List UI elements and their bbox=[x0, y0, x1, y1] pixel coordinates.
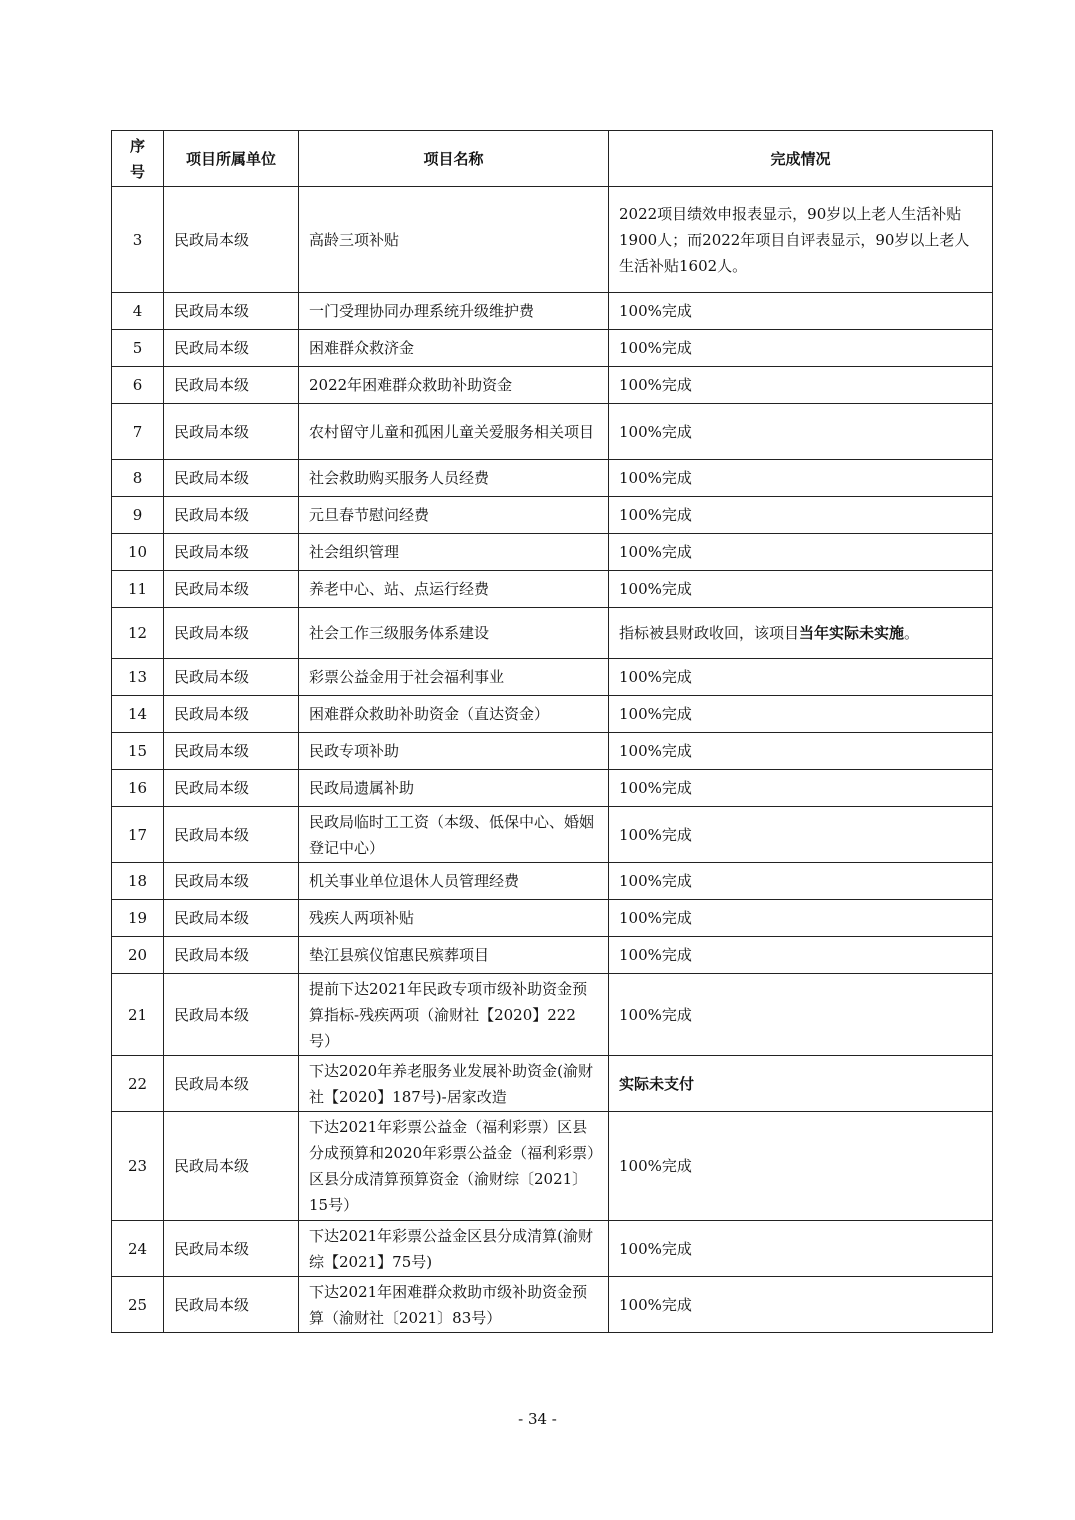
cell-unit: 民政局本级 bbox=[164, 807, 299, 863]
project-table bbox=[111, 130, 993, 1333]
cell-name: 困难群众救济金 bbox=[299, 330, 609, 367]
table-row bbox=[112, 1056, 993, 1112]
header-status: 完成情况 bbox=[609, 131, 993, 187]
cell-name: 元旦春节慰问经费 bbox=[299, 497, 609, 534]
cell-seq: 18 bbox=[112, 863, 164, 900]
cell-unit: 民政局本级 bbox=[164, 293, 299, 330]
cell-name: 一门受理协同办理系统升级维护费 bbox=[299, 293, 609, 330]
cell-seq: 4 bbox=[112, 293, 164, 330]
cell-name: 民政专项补助 bbox=[299, 733, 609, 770]
cell-status bbox=[609, 1056, 993, 1112]
cell-seq: 10 bbox=[112, 534, 164, 571]
cell-seq: 15 bbox=[112, 733, 164, 770]
cell-name: 民政局遗属补助 bbox=[299, 770, 609, 807]
cell-status: 100%完成 bbox=[609, 1112, 993, 1221]
cell-unit: 民政局本级 bbox=[164, 900, 299, 937]
cell-name: 垫江县殡仪馆惠民殡葬项目 bbox=[299, 937, 609, 974]
table-row bbox=[112, 608, 993, 659]
header-seq: 序号 bbox=[112, 131, 164, 187]
cell-seq: 25 bbox=[112, 1277, 164, 1333]
cell-status: 100%完成 bbox=[609, 659, 993, 696]
cell-unit: 民政局本级 bbox=[164, 696, 299, 733]
cell-name: 2022年困难群众救助补助资金 bbox=[299, 367, 609, 404]
status-emphasis: 当年实际未实施 bbox=[799, 624, 905, 642]
table-row bbox=[112, 367, 993, 404]
cell-seq: 23 bbox=[112, 1112, 164, 1221]
cell-seq: 9 bbox=[112, 497, 164, 534]
cell-status: 100%完成 bbox=[609, 460, 993, 497]
cell-unit: 民政局本级 bbox=[164, 330, 299, 367]
table-header-row bbox=[112, 131, 993, 187]
cell-seq: 7 bbox=[112, 404, 164, 460]
cell-status bbox=[609, 608, 993, 659]
cell-unit: 民政局本级 bbox=[164, 863, 299, 900]
cell-unit: 民政局本级 bbox=[164, 571, 299, 608]
table-row bbox=[112, 497, 993, 534]
cell-status: 100%完成 bbox=[609, 974, 993, 1056]
cell-unit: 民政局本级 bbox=[164, 1277, 299, 1333]
cell-status: 100%完成 bbox=[609, 1277, 993, 1333]
header-name: 项目名称 bbox=[299, 131, 609, 187]
status-text-end: 。 bbox=[904, 624, 920, 642]
cell-seq: 11 bbox=[112, 571, 164, 608]
cell-seq: 19 bbox=[112, 900, 164, 937]
table-row bbox=[112, 807, 993, 863]
table-row bbox=[112, 863, 993, 900]
cell-name: 养老中心、站、点运行经费 bbox=[299, 571, 609, 608]
cell-status: 100%完成 bbox=[609, 497, 993, 534]
cell-name: 彩票公益金用于社会福利事业 bbox=[299, 659, 609, 696]
table-row bbox=[112, 293, 993, 330]
cell-status: 100%完成 bbox=[609, 937, 993, 974]
cell-status: 100%完成 bbox=[609, 534, 993, 571]
table-row bbox=[112, 770, 993, 807]
cell-status: 100%完成 bbox=[609, 1221, 993, 1277]
cell-status: 100%完成 bbox=[609, 696, 993, 733]
cell-name: 提前下达2021年民政专项市级补助资金预算指标-残疾两项（渝财社【2020】222号） bbox=[299, 974, 609, 1056]
cell-unit: 民政局本级 bbox=[164, 404, 299, 460]
table-row bbox=[112, 460, 993, 497]
cell-status: 100%完成 bbox=[609, 293, 993, 330]
cell-name: 困难群众救助补助资金（直达资金） bbox=[299, 696, 609, 733]
cell-seq: 16 bbox=[112, 770, 164, 807]
cell-seq: 13 bbox=[112, 659, 164, 696]
cell-unit: 民政局本级 bbox=[164, 608, 299, 659]
cell-unit: 民政局本级 bbox=[164, 1112, 299, 1221]
cell-unit: 民政局本级 bbox=[164, 974, 299, 1056]
table-row bbox=[112, 1112, 993, 1221]
page-number: - 34 - bbox=[518, 1410, 557, 1428]
table-row bbox=[112, 937, 993, 974]
cell-status: 100%完成 bbox=[609, 330, 993, 367]
cell-name: 下达2021年彩票公益金区县分成清算(渝财综【2021】75号) bbox=[299, 1221, 609, 1277]
cell-seq: 21 bbox=[112, 974, 164, 1056]
table-row bbox=[112, 534, 993, 571]
cell-status: 100%完成 bbox=[609, 770, 993, 807]
cell-seq: 6 bbox=[112, 367, 164, 404]
cell-seq: 17 bbox=[112, 807, 164, 863]
cell-status: 100%完成 bbox=[609, 863, 993, 900]
cell-unit: 民政局本级 bbox=[164, 733, 299, 770]
cell-unit: 民政局本级 bbox=[164, 534, 299, 571]
cell-status: 2022项目绩效申报表显示，90岁以上老人生活补贴1900人；而2022年项目自评表显示，90岁以上老人生活补贴1602人。 bbox=[609, 187, 993, 293]
table-row bbox=[112, 974, 993, 1056]
cell-seq: 5 bbox=[112, 330, 164, 367]
table-row bbox=[112, 571, 993, 608]
cell-name: 社会救助购买服务人员经费 bbox=[299, 460, 609, 497]
table-row bbox=[112, 659, 993, 696]
cell-status: 100%完成 bbox=[609, 367, 993, 404]
cell-name: 高龄三项补贴 bbox=[299, 187, 609, 293]
cell-unit: 民政局本级 bbox=[164, 460, 299, 497]
cell-seq: 22 bbox=[112, 1056, 164, 1112]
table-row bbox=[112, 733, 993, 770]
cell-unit: 民政局本级 bbox=[164, 659, 299, 696]
cell-seq: 3 bbox=[112, 187, 164, 293]
cell-status: 100%完成 bbox=[609, 571, 993, 608]
cell-status: 100%完成 bbox=[609, 900, 993, 937]
cell-name: 下达2021年困难群众救助市级补助资金预算（渝财社〔2021〕83号） bbox=[299, 1277, 609, 1333]
cell-status: 100%完成 bbox=[609, 404, 993, 460]
cell-seq: 24 bbox=[112, 1221, 164, 1277]
cell-unit: 民政局本级 bbox=[164, 1056, 299, 1112]
cell-seq: 8 bbox=[112, 460, 164, 497]
cell-seq: 12 bbox=[112, 608, 164, 659]
cell-unit: 民政局本级 bbox=[164, 187, 299, 293]
table-row bbox=[112, 696, 993, 733]
table-row bbox=[112, 1221, 993, 1277]
cell-status: 100%完成 bbox=[609, 807, 993, 863]
cell-name: 社会工作三级服务体系建设 bbox=[299, 608, 609, 659]
table-row bbox=[112, 404, 993, 460]
cell-seq: 14 bbox=[112, 696, 164, 733]
cell-name: 下达2021年彩票公益金（福利彩票）区县分成预算和2020年彩票公益金（福利彩票）区县分成清算预算资金（渝财综〔2021〕15号） bbox=[299, 1112, 609, 1221]
status-text: 指标被县财政收回，该项目 bbox=[619, 624, 800, 642]
table-row bbox=[112, 900, 993, 937]
cell-name: 机关事业单位退休人员管理经费 bbox=[299, 863, 609, 900]
cell-name: 下达2020年养老服务业发展补助资金(渝财社【2020】187号)-居家改造 bbox=[299, 1056, 609, 1112]
cell-seq: 20 bbox=[112, 937, 164, 974]
cell-name: 民政局临时工工资（本级、低保中心、婚姻登记中心） bbox=[299, 807, 609, 863]
cell-status: 100%完成 bbox=[609, 733, 993, 770]
table-row bbox=[112, 330, 993, 367]
cell-name: 残疾人两项补贴 bbox=[299, 900, 609, 937]
cell-unit: 民政局本级 bbox=[164, 937, 299, 974]
cell-unit: 民政局本级 bbox=[164, 497, 299, 534]
cell-unit: 民政局本级 bbox=[164, 367, 299, 404]
status-emphasis: 实际未支付 bbox=[619, 1074, 695, 1093]
table-row bbox=[112, 1277, 993, 1333]
cell-name: 农村留守儿童和孤困儿童关爱服务相关项目 bbox=[299, 404, 609, 460]
cell-unit: 民政局本级 bbox=[164, 1221, 299, 1277]
header-unit: 项目所属单位 bbox=[164, 131, 299, 187]
cell-name: 社会组织管理 bbox=[299, 534, 609, 571]
table-row bbox=[112, 187, 993, 293]
cell-unit: 民政局本级 bbox=[164, 770, 299, 807]
